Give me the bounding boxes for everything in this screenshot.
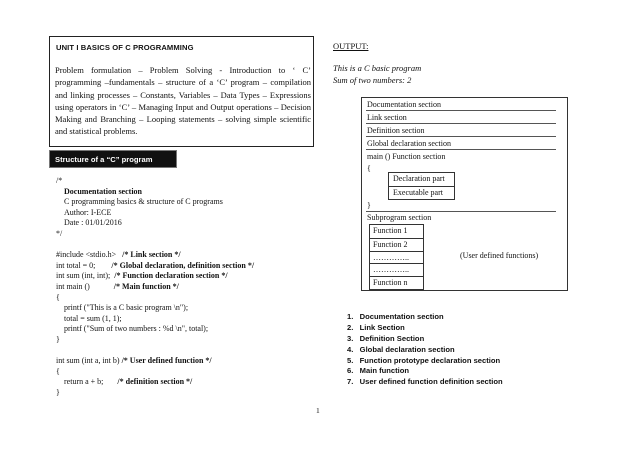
udf-note: (User defined functions) — [460, 251, 539, 260]
code-statement: int main () — [56, 281, 90, 291]
function-item: Function n — [370, 276, 423, 289]
code-line: Date : 01/01/2016 — [64, 218, 122, 228]
code-line: } — [56, 334, 60, 344]
code-statement: int sum (int a, int b) — [56, 356, 120, 366]
list-item: 6. Main function — [347, 366, 410, 376]
code-line: Documentation section — [64, 186, 142, 196]
code-statement: int sum (int, int); — [56, 271, 111, 281]
function-list — [369, 224, 424, 290]
code-statement: #include <stdio.h> — [56, 250, 117, 260]
output-line-1: This is a C basic program — [333, 63, 422, 73]
code-line: total = sum (1, 1); — [64, 313, 122, 323]
code-statement: return a + b; — [64, 377, 104, 387]
code-line: { — [56, 366, 60, 376]
page-number: 1 — [316, 406, 320, 415]
list-item: 2. Link Section — [347, 322, 405, 332]
code-line: */ — [56, 228, 63, 238]
code-comment: /* Global declaration, definition section */ — [111, 260, 255, 270]
unit-paragraph: Problem formulation – Problem Solving - Introduction to ‘ C’ programming –fundamentals – structure of a ‘C’ program – compilation and linking processes – Constants, Variables – Data Types – Expressions using operators in ‘C’ – Managing Input and Output operations – Decision Making and Branching – Looping statements – solving simple scientific and statistical problems. — [55, 65, 311, 137]
code-line — [56, 377, 316, 388]
unit-summary-box — [49, 36, 314, 147]
list-item: 4. Global declaration section — [347, 344, 455, 354]
diagram-close-brace: } — [367, 201, 371, 210]
program-structure-diagram — [361, 97, 568, 291]
code-listing — [56, 176, 316, 398]
code-comment: /* Link section */ — [122, 250, 181, 260]
code-line — [56, 271, 316, 282]
list-item: 1. Documentation section — [347, 312, 444, 321]
section-heading-tag: Structure of a “C” program — [49, 150, 177, 168]
code-comment: /* User defined function */ — [121, 356, 212, 366]
code-line: C programming basics & structure of C programs — [64, 197, 223, 207]
code-line: { — [56, 292, 60, 302]
diagram-subprogram: Subprogram section — [367, 213, 432, 222]
unit-title: UNIT I BASICS OF C PROGRAMMING — [56, 43, 194, 52]
code-line — [56, 261, 316, 272]
declaration-part: Declaration part — [393, 174, 445, 183]
diagram-definition: Definition section — [367, 126, 425, 135]
diagram-open-brace: { — [367, 164, 371, 173]
function-item: ………….. — [370, 263, 423, 276]
diagram-documentation: Documentation section — [367, 100, 441, 109]
code-comment: /* definition section */ — [117, 377, 193, 387]
code-comment: /* Main function */ — [113, 281, 179, 291]
code-line — [56, 250, 316, 261]
list-item: 3. Definition Section — [347, 333, 425, 343]
code-line: Author: I-ECE — [64, 207, 112, 217]
function-item: ………….. — [370, 251, 423, 264]
function-item: Function 1 — [373, 226, 408, 235]
code-line: printf ("This is a C basic program \n"); — [64, 303, 189, 313]
code-line: printf ("Sum of two numbers : %d \n", total); — [64, 324, 209, 334]
list-item: 7. User defined function definition section — [347, 377, 503, 387]
code-comment: /* Function declaration section */ — [114, 271, 228, 281]
output-line-2: Sum of two numbers: 2 — [333, 75, 412, 85]
code-line: } — [56, 387, 60, 397]
diagram-global: Global declaration section — [367, 139, 451, 148]
code-line — [56, 356, 316, 367]
output-label: OUTPUT: — [333, 41, 369, 51]
code-line — [56, 282, 316, 293]
diagram-link: Link section — [367, 113, 407, 122]
sections-list — [347, 312, 503, 388]
code-line: /* — [56, 176, 63, 185]
executable-part: Executable part — [389, 186, 454, 199]
code-statement: int total = 0; — [56, 260, 96, 270]
list-item: 5. Function prototype declaration section — [347, 355, 501, 365]
diagram-main: main () Function section — [367, 152, 446, 161]
main-parts-box — [388, 172, 455, 200]
function-item: Function 2 — [370, 238, 423, 251]
